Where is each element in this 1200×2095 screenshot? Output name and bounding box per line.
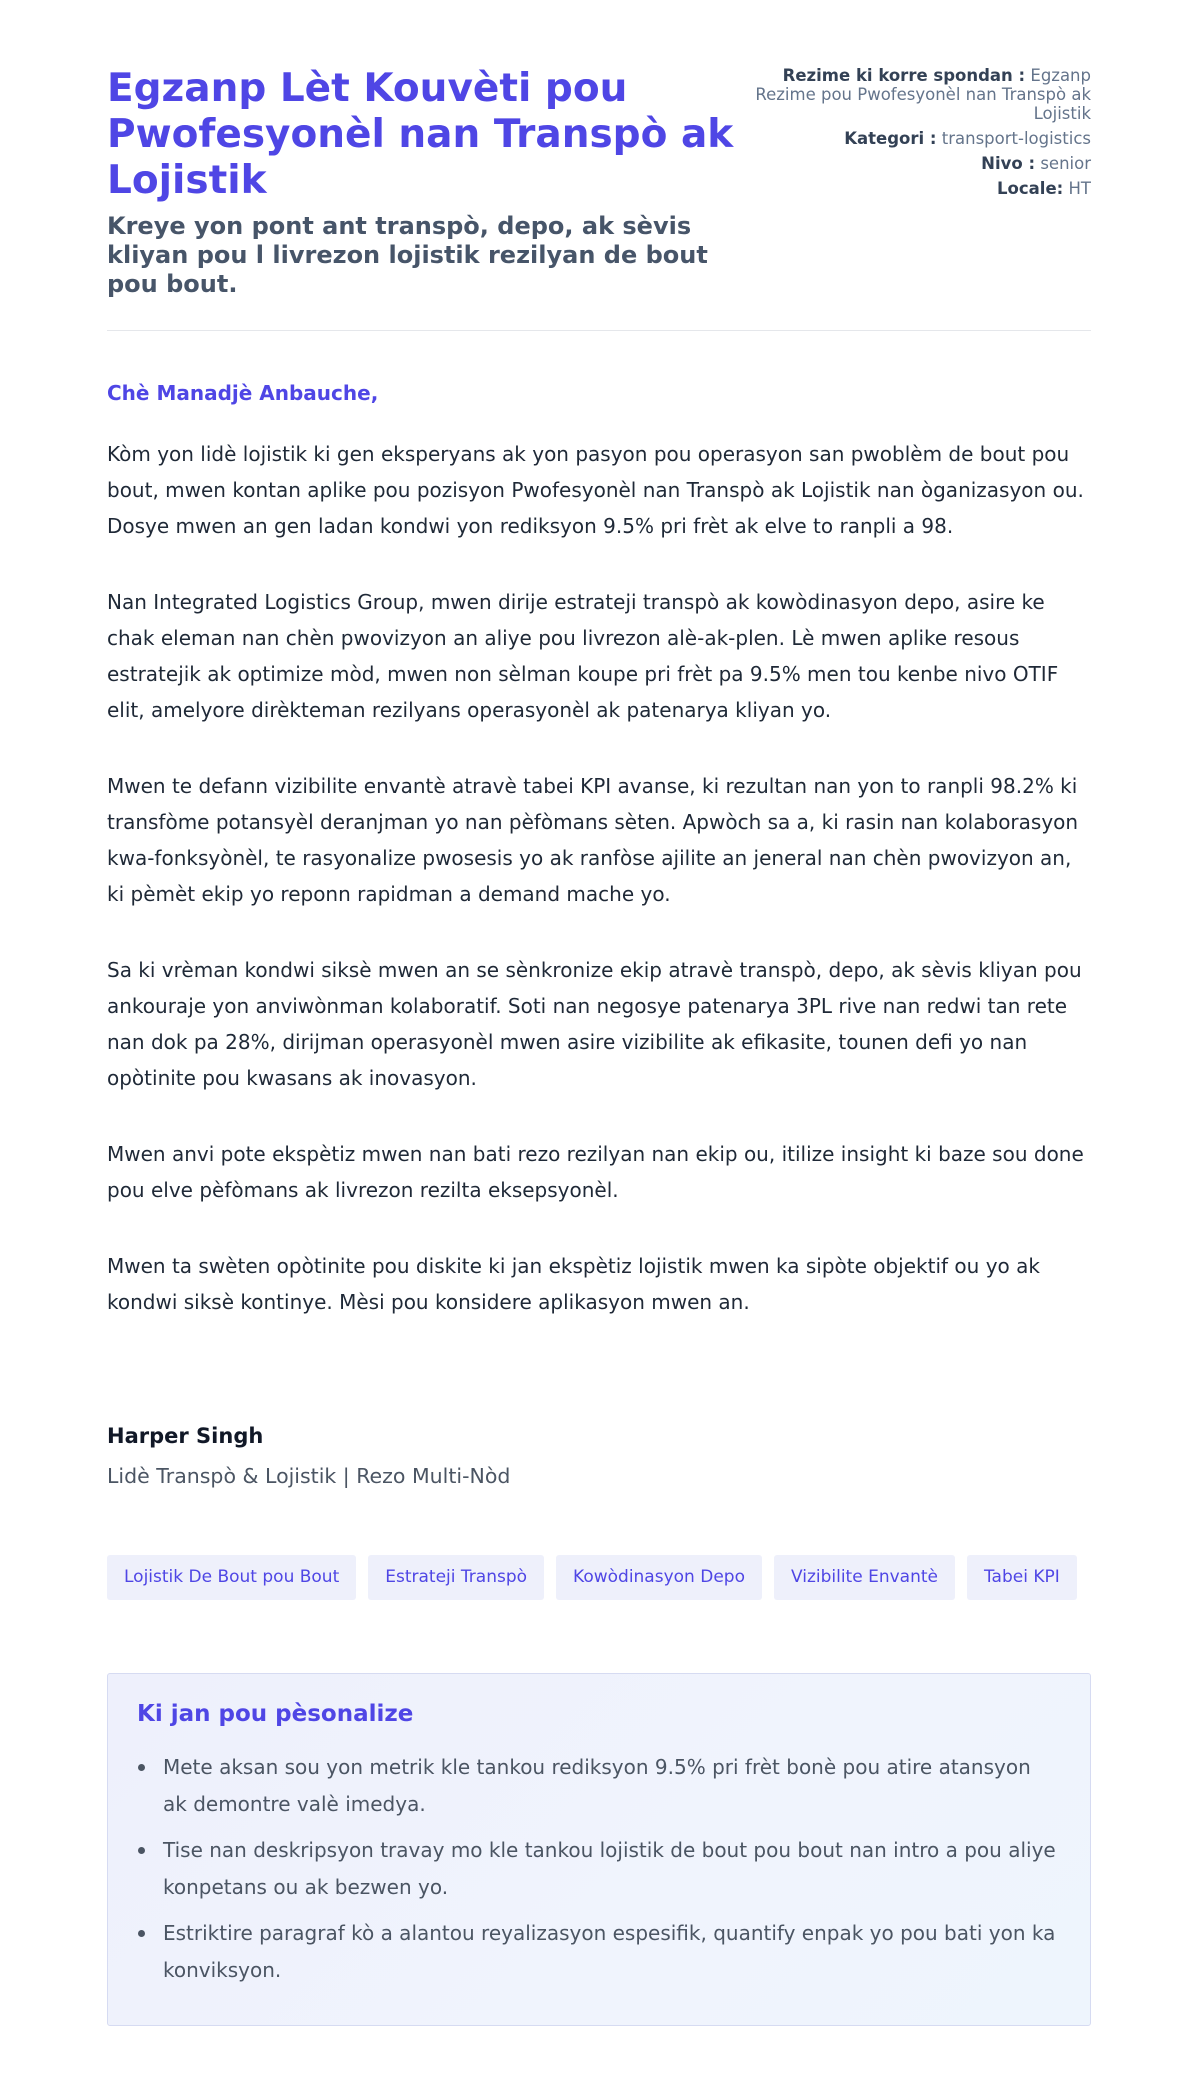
skill-tag: Vizibilite Envantè: [774, 1555, 955, 1600]
page-title: Egzanp Lèt Kouvèti pou Pwofesyonèl nan Transpò ak Lojistik: [107, 66, 734, 203]
skill-tag: Tabei KPI: [967, 1555, 1077, 1600]
letter-paragraph: Mwen te defann vizibilite envantè atravè tabei KPI avanse, ki rezultan nan yon to ranpli 98.2% ki transfòme potansyèl deranjman yo nan pèfòmans sèten. Apwòch sa a, ki rasin nan kolaborasyon kwa-fonksyònèl, te rasyonalize pwosesis yo ak ranfòse ajilite an jeneral nan chèn pwovizyon an, ki pèmèt ekip yo reponn rapidman a demand mache yo.: [107, 774, 1079, 906]
letter-paragraph: Kòm yon lidè lojistik ki gen eksperyans ak yon pasyon pou operasyon san pwoblèm de bout pou bout, mwen kontan aplike pou pozisyon Pwofesyonèl nan Transpò ak Lojistik nan òganizasyon ou. Dosye mwen an gen ladan kondwi yon rediksyon 9.5% pri frèt ak elve to ranpli a 98.: [107, 442, 1084, 538]
letter-paragraph: Mwen ta swèten opòtinite pou diskite ki jan ekspètiz lojistik mwen ka sipòte objektif ou yo ak kondwi siksè kontinye. Mèsi pou konsidere aplikasyon mwen an.: [107, 1254, 1040, 1314]
meta-locale-label: Locale:: [997, 179, 1064, 198]
signature-name: Harper Singh: [107, 1424, 264, 1448]
customization-tips: [107, 1673, 1091, 2026]
title-block: [107, 66, 747, 299]
meta-category-label: Kategori :: [844, 129, 937, 148]
meta-summary-label: Rezime ki korre spondan :: [782, 66, 1026, 85]
document-header: [107, 0, 1091, 331]
bullet-icon: [138, 1764, 145, 1771]
tip-text: Mete aksan sou yon metrik kle tankou rediksyon 9.5% pri frèt bonè pou atire atansyon ak demontre valè imedya.: [163, 1755, 1031, 1816]
skill-tag: Lojistik De Bout pou Bout: [107, 1555, 356, 1600]
meta-category-value: transport-logistics: [941, 129, 1091, 148]
tip-item: [137, 1832, 1060, 1906]
meta-category: [751, 129, 1091, 148]
tips-list: [137, 1749, 1060, 1989]
letter-body: [107, 436, 1091, 1360]
signature-role: Lidè Transpò & Lojistik | Rezo Multi-Nòd: [107, 1464, 511, 1488]
meta-locale: [751, 179, 1091, 198]
meta-level: [751, 154, 1091, 173]
meta-summary: [751, 66, 1091, 123]
tip-text: Tise nan deskripsyon travay mo kle tankou lojistik de bout pou bout nan intro a pou aliye konpetans ou ak bezwen yo.: [163, 1838, 1056, 1899]
meta-summary-value: Egzanp Rezime pou Pwofesyonèl nan Transpò ak Lojistik: [755, 66, 1091, 123]
tip-item: [137, 1915, 1060, 1989]
meta-locale-value: HT: [1068, 179, 1091, 198]
skill-tags: [107, 1555, 1077, 1600]
cover-letter-page: [107, 0, 1091, 1982]
tip-text: Estriktire paragraf kò a alantou reyalizasyon espesifik, quantify enpak yo pou bati yon ka konviksyon.: [163, 1921, 1056, 1982]
letter-paragraph: Nan Integrated Logistics Group, mwen dirije estrateji transpò ak kowòdinasyon depo, asire ke chak eleman nan chèn pwovizyon an aliye pou livrezon alè-ak-plen. Lè mwen aplike resous estratejik ak optimize mòd, mwen non sèlman koupe pri frèt pa 9.5% men tou kenbe nivo OTIF elit, amelyore dirèkteman rezilyans operasyonèl ak patenarya kliyan yo.: [107, 590, 1059, 722]
meta-panel: [751, 66, 1091, 204]
meta-level-label: Nivo :: [981, 154, 1036, 173]
bullet-icon: [138, 1930, 145, 1937]
letter-paragraph: Sa ki vrèman kondwi siksè mwen an se sènkronize ekip atravè transpò, depo, ak sèvis kliyan pou ankouraje yon anviwònman kolaboratif. Soti nan negosye patenarya 3PL rive nan redwi tan rete nan dok pa 28%, dirijman operasyonèl mwen asire vizibilite ak efikasite, tounen defi yo nan opòtinite pou kwasans ak inovasyon.: [107, 958, 1082, 1090]
tips-title: Ki jan pou pèsonalize: [137, 1701, 414, 1727]
meta-level-value: senior: [1040, 154, 1091, 173]
page-subtitle: Kreye yon pont ant transpò, depo, ak sèvis kliyan pou l livrezon lojistik rezilyan de bout pou bout.: [107, 212, 708, 298]
tip-item: [137, 1749, 1060, 1823]
letter-paragraph: Mwen anvi pote ekspètiz mwen nan bati rezo rezilyan nan ekip ou, itilize insight ki baze sou done pou elve pèfòmans ak livrezon rezilta eksepsyonèl.: [107, 1142, 1084, 1202]
letter-salutation: Chè Manadjè Anbauche,: [107, 381, 379, 405]
skill-tag: Estrateji Transpò: [368, 1555, 544, 1600]
bullet-icon: [138, 1847, 145, 1854]
skill-tag: Kowòdinasyon Depo: [556, 1555, 762, 1600]
